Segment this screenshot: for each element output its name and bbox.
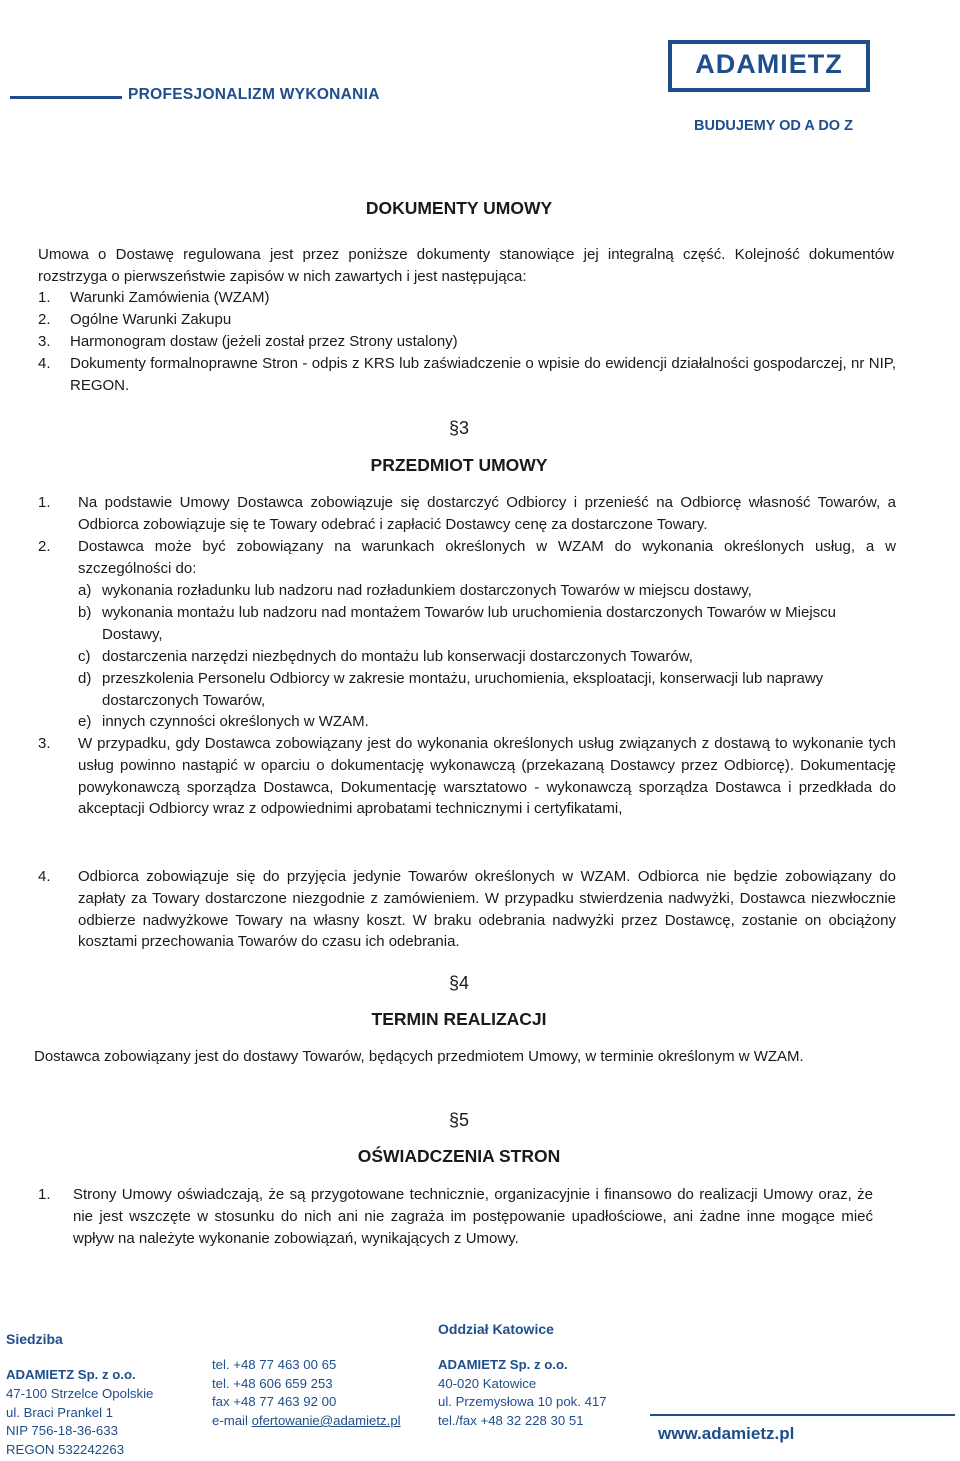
footer-branch-line: tel./fax +48 32 228 30 51 xyxy=(438,1413,584,1428)
paragraph-symbol: §5 xyxy=(448,1110,470,1130)
footer-branch-heading: Oddział Katowice xyxy=(438,1321,554,1337)
footer-hq-line: REGON 532242263 xyxy=(6,1442,125,1457)
header-banner xyxy=(6,62,396,120)
footer-hq-heading: Siedziba xyxy=(6,1331,63,1347)
sublist-item: wykonania rozładunku lub nadzoru nad rozładunkiem dostarczonych Towarów w miejscu dostawy, xyxy=(102,582,752,599)
list-item-number: 1. xyxy=(38,494,51,511)
header-tagline: PROFESJONALIZM WYKONANIA xyxy=(128,86,380,103)
footer-branch-line: 40-020 Katowice xyxy=(438,1376,537,1391)
documents-intro: Umowa o Dostawę regulowana jest przez poniższe dokumenty stanowiące jej integralną część. Kolejność dokumentów rozstrzyga o pierwszeństwie zapisów w nich zawartych i jest następująca: xyxy=(38,246,894,285)
sublist-letter: c) xyxy=(78,648,91,665)
sublist-letter: d) xyxy=(78,670,92,687)
list-item-number: 4. xyxy=(38,355,51,372)
list-item-number: 4. xyxy=(38,868,51,885)
section-title-deadline: TERMIN REALIZACJI xyxy=(371,1009,547,1029)
logo-tagline: BUDUJEMY OD A DO Z xyxy=(694,118,853,134)
section-title-statements: OŚWIADCZENIA STRON xyxy=(357,1146,561,1166)
footer-phone: tel. +48 606 659 253 xyxy=(212,1376,333,1391)
paragraph-symbol: §4 xyxy=(448,973,470,993)
list-item-number: 2. xyxy=(38,311,51,328)
list-item: W przypadku, gdy Dostawca zobowiązany jest do wykonania określonych usług związanych z dostawą to wykonanie tych usług powinno nastąpić w oparciu o dokumentację wykonawczą (przekazaną Dostawcy przez Odbiorcę). Dokumentację powykonawczą sporządza Dostawca, Dokumentację warsztatowo - wykonawczą sporządza Dostawca i przedkłada do akceptacji Odbiorcy wraz z odpowiednimi aprobatami technicznymi i certyfikatami, xyxy=(78,735,896,818)
footer-phone: tel. +48 77 463 00 65 xyxy=(212,1357,337,1372)
footer-rule xyxy=(650,1414,955,1416)
footer-email-row xyxy=(212,1412,401,1431)
list-item: Ogólne Warunki Zakupu xyxy=(70,311,232,328)
footer-website-link[interactable]: www.adamietz.pl xyxy=(658,1424,795,1443)
footer-hq-line: 47-100 Strzelce Opolskie xyxy=(6,1386,154,1401)
sublist-item: przeszkolenia Personelu Odbiorcy w zakresie montażu, uruchomienia, eksploatacji, konserwacji lub naprawy dostarczonych Towarów, xyxy=(102,670,824,709)
list-item: Dostawca może być zobowiązany na warunkach określonych w WZAM do wykonania określonych usług, a w szczególności do: xyxy=(78,538,896,577)
list-item-number: 1. xyxy=(38,1186,51,1203)
sublist-item: dostarczenia narzędzi niezbędnych do montażu lub konserwacji dostarczonych Towarów, xyxy=(102,648,693,665)
list-item: Dokumenty formalnoprawne Stron - odpis z KRS lub zaświadczenie o wpisie do ewidencji działalności gospodarczej, nr NIP, REGON. xyxy=(70,355,896,394)
list-item: Na podstawie Umowy Dostawca zobowiązuje się dostarczyć Odbiorcy i przenieść na Odbiorcę własność Towarów, a Odbiorca zobowiązuje się te Towary odebrać i zapłacić Dostawcy cenę za dostarczone Towary. xyxy=(78,494,896,533)
list-item: Odbiorca zobowiązuje się do przyjęcia jedynie Towarów określonych w WZAM. Odbiorca nie będzie zobowiązany do zapłaty za Towary dostarczone niezgodnie z zamówieniem. W przypadku stwierdzenia nadwyżki, Dostawca niezwłocznie odbierze nadwyżkowe Towary na własny koszt. W braku odebrania nadwyżki przez Dostawcę, zostanie on obciążony kosztami przechowania Towarów do czasu ich odebrania. xyxy=(78,868,896,951)
sublist-item: wykonania montażu lub nadzoru nad montażem Towarów lub uruchomienia dostarczonych Towarów w Miejscu Dostawy, xyxy=(102,604,836,643)
section-title-documents: DOKUMENTY UMOWY xyxy=(365,198,553,218)
footer-hq-line: ul. Braci Prankel 1 xyxy=(6,1405,114,1420)
footer-hq-line: NIP 756-18-36-633 xyxy=(6,1423,118,1438)
list-item: Strony Umowy oświadczają, że są przygotowane technicznie, organizacyjnie i finansowo do realizacji Umowy oraz, że nie jest wszczęte w stosunku do nich ani nie zagraża im postępowanie upadłościowe, ani żadne inne mogące mieć wpływ na należyte wykonanie zobowiązań, wynikających z Umowy. xyxy=(73,1186,873,1247)
list-item-number: 3. xyxy=(38,333,51,350)
sublist-letter: a) xyxy=(78,582,92,599)
header-rule xyxy=(10,96,122,99)
list-item-number: 2. xyxy=(38,538,51,555)
list-item: Harmonogram dostaw (jeżeli został przez Strony ustalony) xyxy=(70,333,458,350)
logo-name: ADAMIETZ xyxy=(695,49,843,79)
sublist-letter: e) xyxy=(78,713,92,730)
footer-email-link[interactable]: ofertowanie@adamietz.pl xyxy=(251,1413,401,1428)
footer-hq-company: ADAMIETZ Sp. z o.o. xyxy=(6,1367,136,1382)
deadline-text: Dostawca zobowiązany jest do dostawy Towarów, będących przedmiotem Umowy, w terminie określonym w WZAM. xyxy=(34,1048,804,1065)
sublist-item: innych czynności określonych w WZAM. xyxy=(102,713,369,730)
footer-email-label: e-mail xyxy=(212,1413,252,1428)
footer-branch-line: ul. Przemysłowa 10 pok. 417 xyxy=(438,1394,607,1409)
footer-branch-company: ADAMIETZ Sp. z o.o. xyxy=(438,1357,568,1372)
list-item-number: 3. xyxy=(38,735,51,752)
sublist-letter: b) xyxy=(78,604,92,621)
paragraph-symbol: §3 xyxy=(448,418,470,438)
footer-fax: fax +48 77 463 92 00 xyxy=(212,1394,337,1409)
list-item-number: 1. xyxy=(38,289,51,306)
company-logo xyxy=(668,40,880,140)
section-title-subject: PRZEDMIOT UMOWY xyxy=(370,455,548,475)
list-item: Warunki Zamówienia (WZAM) xyxy=(70,289,270,306)
